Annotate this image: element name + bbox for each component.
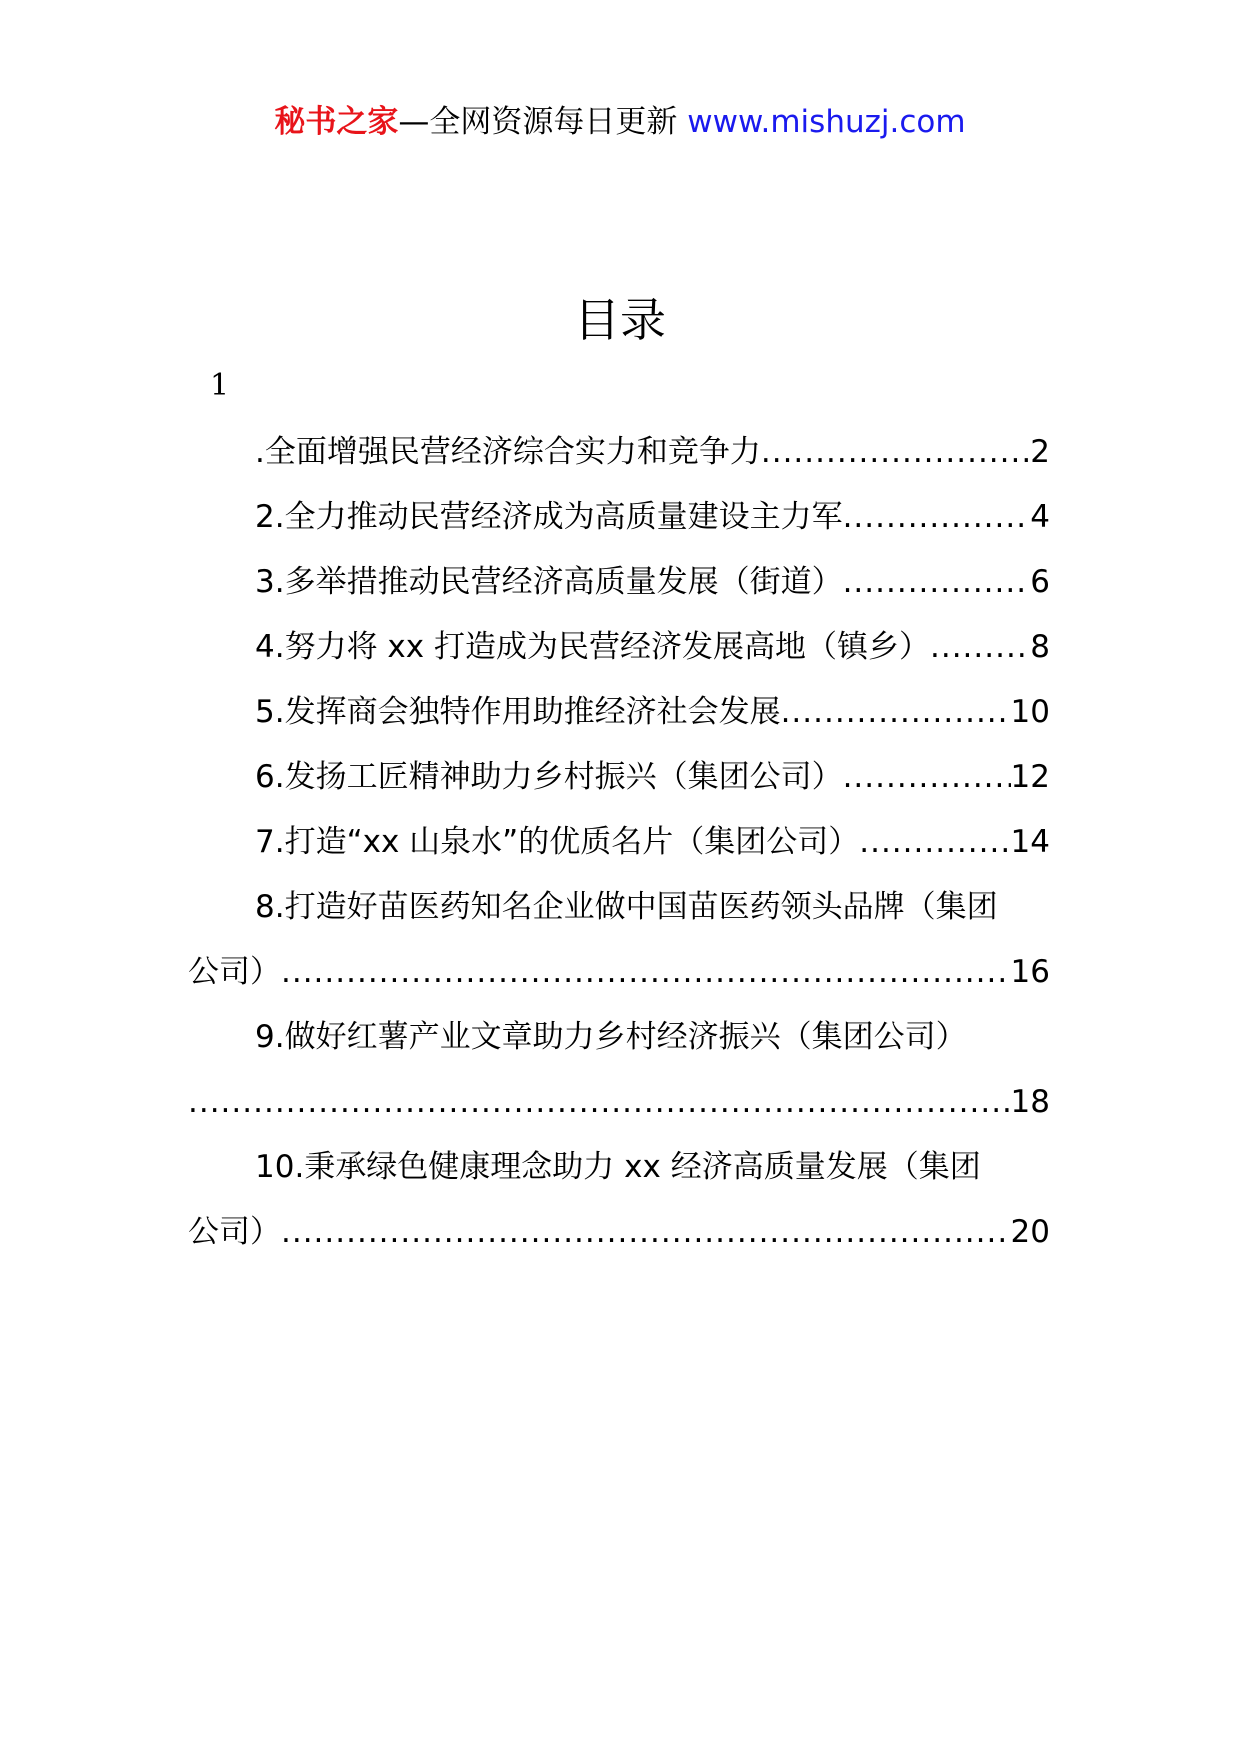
toc-leader-dots (188, 1070, 1011, 1135)
toc-leader-dots (843, 550, 1031, 615)
toc-leader-dots (930, 615, 1030, 680)
toc-entry-text-continued: 公司） (188, 1214, 281, 1250)
toc-entry-3[interactable] (188, 550, 1050, 615)
toc-leader-dots (761, 420, 1030, 485)
toc-entry-text: .全面增强民营经济综合实力和竞争力 (255, 434, 761, 470)
toc-entry-text: 7.打造“xx 山泉水”的优质名片（集团公司） (255, 824, 860, 860)
page-number-mark: 1 (210, 368, 230, 403)
toc-leader-dots (281, 940, 1011, 1005)
toc-page-number: 10 (1010, 694, 1050, 730)
toc-leader-dots (843, 485, 1031, 550)
toc-page-number: 16 (1010, 954, 1050, 990)
toc-entry-text: 4.努力将 xx 打造成为民营经济发展高地（镇乡） (255, 629, 930, 665)
toc-page-number: 20 (1010, 1214, 1050, 1250)
toc-page-number: 18 (1010, 1084, 1050, 1120)
toc-page-number: 8 (1030, 629, 1050, 665)
site-url-link[interactable]: www.mishuzj.com (687, 104, 966, 140)
brand-name: 秘书之家 (274, 104, 399, 140)
toc-entry-8[interactable] (188, 875, 1050, 1005)
toc-entry-6[interactable] (188, 745, 1050, 810)
page-title: 目录 (574, 293, 666, 347)
toc-entry-2[interactable] (188, 485, 1050, 550)
toc-entry-text: 10.秉承绿色健康理念助力 xx 经济高质量发展（集团 (255, 1149, 981, 1185)
toc-entry-text: 2.全力推动民营经济成为高质量建设主力军 (255, 499, 843, 535)
toc-entry-text-continued: 公司） (188, 954, 281, 990)
toc-page-number: 4 (1030, 499, 1050, 535)
toc-page-number: 2 (1030, 434, 1050, 470)
toc-entry-5[interactable] (188, 680, 1050, 745)
toc-entry-text: 8.打造好苗医药知名企业做中国苗医药领头品牌（集团 (255, 889, 998, 925)
toc-entry-text: 3.多举措推动民营经济高质量发展（街道） (255, 564, 843, 600)
toc-page-number: 14 (1010, 824, 1050, 860)
toc-entry-text: 5.发挥商会独特作用助推经济社会发展 (255, 694, 781, 730)
toc-entry-10[interactable] (188, 1135, 1050, 1265)
toc-leader-dots (781, 680, 1011, 745)
header-tagline: —全网资源每日更新 (398, 104, 678, 140)
toc-entry-text: 9.做好红薯产业文章助力乡村经济振兴（集团公司） (255, 1019, 967, 1055)
toc-page-number: 12 (1010, 759, 1050, 795)
toc-entry-text: 6.发扬工匠精神助力乡村振兴（集团公司） (255, 759, 843, 795)
toc-leader-dots (281, 1200, 1011, 1265)
toc-leader-dots (843, 745, 1011, 810)
toc-entry-4[interactable] (188, 615, 1050, 680)
toc-entry-9[interactable] (188, 1005, 1050, 1135)
toc-page-number: 6 (1030, 564, 1050, 600)
toc-leader-dots (859, 810, 1010, 875)
toc-entry-7[interactable] (188, 810, 1050, 875)
site-header (0, 100, 1240, 144)
table-of-contents (188, 420, 1050, 1265)
toc-entry-1[interactable] (188, 420, 1050, 485)
